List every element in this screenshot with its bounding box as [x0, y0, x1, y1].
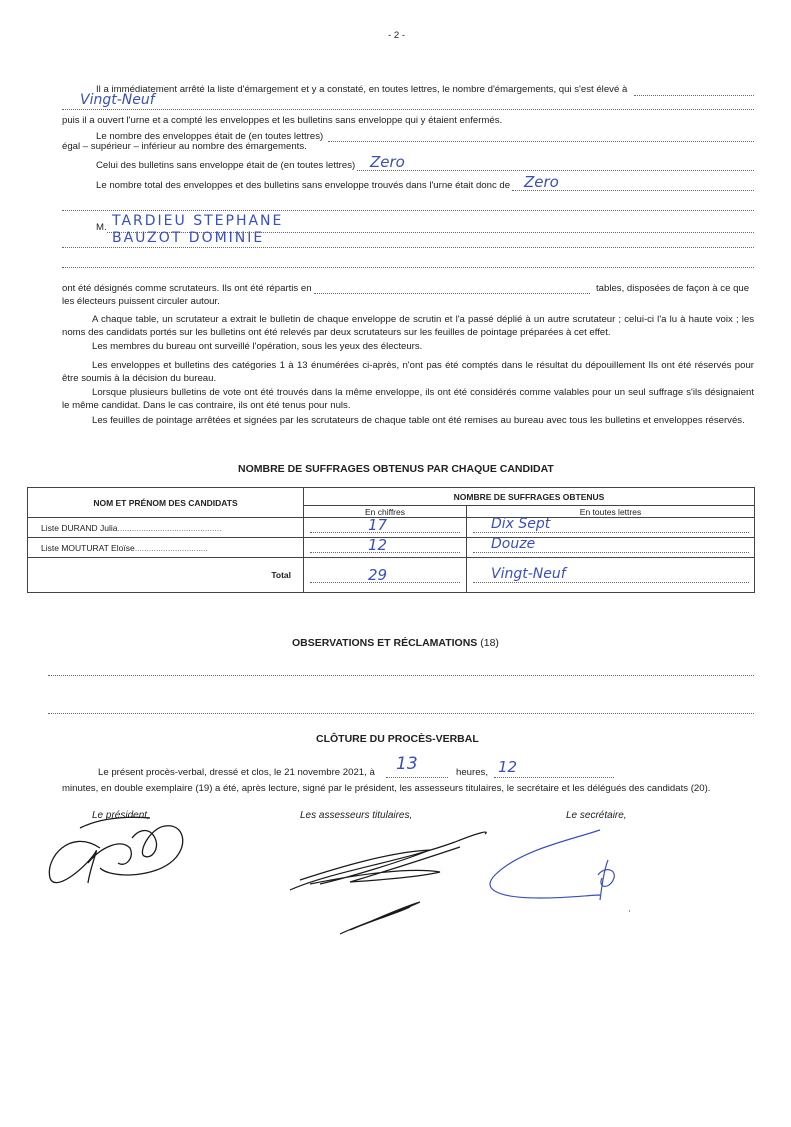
assesseurs-label: Les assesseurs titulaires,: [300, 810, 413, 821]
observations-note: (18): [480, 637, 499, 649]
cloture-text-b: heures,: [456, 767, 488, 778]
paragraph-surveillance: Les membres du bureau ont surveillé l'opération, sous les yeux des électeurs.: [92, 341, 423, 352]
dotted-line: [386, 777, 448, 778]
total-enveloppes-handwritten: Zero: [524, 173, 559, 191]
table-row: Liste MOUTURAT Eloïse............................... 12 Douze: [28, 538, 755, 558]
dotted-line: [328, 141, 754, 142]
emargement-text: Il a immédiatement arrêté la liste d'émargement et y a constaté, en toutes lettres, le nombre d'émargements, qui s'est élevé à: [96, 84, 628, 95]
designes-text-a: ont été désignés comme scrutateurs. Ils ont été répartis en: [62, 283, 312, 294]
suffrages-title: NOMBRE DE SUFFRAGES OBTENUS PAR CHAQUE CANDIDAT: [238, 463, 554, 475]
dotted-line: [494, 777, 614, 778]
total-chiffres: 29: [368, 566, 388, 584]
paragraph-reserves: Les enveloppes et bulletins des catégories 1 à 13 énumérées ci-après, n'ont pas été comptés dans le résultat du dépouillement Ils ont été réservés pour être soumis à la décision du bureau.: [62, 360, 754, 384]
secretaire-signature-image: [480, 820, 630, 920]
scrutateur-2-handwritten: BAUZOT DOMINIE: [112, 230, 265, 246]
cloture-text-c: minutes, en double exemplaire (19) a été, après lecture, signé par le président, les assesseurs titulaires, le secrétaire et les délégués des candidats (20).: [62, 783, 711, 794]
cloture-title: CLÔTURE DU PROCÈS-VERBAL: [316, 733, 479, 745]
col-header-chiffres: En chiffres: [304, 506, 467, 518]
heures-handwritten: 13: [396, 754, 418, 774]
table-row-total: [28, 558, 755, 593]
president-signature-image: [40, 808, 200, 898]
president-label: Le président,: [92, 810, 150, 821]
votes-lettres: Douze: [491, 536, 536, 552]
sans-enveloppe-handwritten: Zero: [370, 153, 405, 171]
col-header-lettres: En toutes lettres: [467, 506, 755, 518]
paragraph-depouillement: A chaque table, un scrutateur a extrait le bulletin de chaque enveloppe de scrutin et l'a passé déplié à un autre scrutateur ; celui-ci l'a lu à haute voix ; les noms des candidats portés sur les bulletins ont été relevés par deux scrutateurs sur les feuilles de pointage préparées à cet effet.: [62, 314, 754, 338]
dotted-line: [48, 713, 754, 714]
candidate-name: Liste DURAND Julia: [41, 522, 118, 533]
enveloppes-label: Le nombre des enveloppes était de (en toutes lettres): [96, 131, 324, 142]
suffrages-table: [27, 487, 755, 593]
dotted-line: [62, 247, 754, 248]
dotted-line: [634, 95, 754, 96]
dotted-line: [62, 267, 754, 268]
total-label: Total: [28, 558, 304, 593]
minutes-handwritten: 12: [498, 758, 518, 776]
total-lettres: Vingt-Neuf: [491, 566, 566, 582]
observations-title: OBSERVATIONS ET RÉCLAMATIONS: [292, 637, 478, 649]
col-header-names: NOM ET PRÉNOM DES CANDIDATS: [28, 488, 304, 518]
designes-text-c: les électeurs puissent circuler autour.: [62, 296, 220, 307]
dotted-line: [62, 210, 754, 211]
votes-chiffres: 12: [368, 536, 388, 554]
urne-text: puis il a ouvert l'urne et a compté les enveloppes et les bulletins sans enveloppe qui y étaient enfermés.: [62, 115, 503, 126]
dotted-line: [314, 293, 590, 294]
page-number: - 2 -: [388, 30, 406, 41]
scrutateur-1-handwritten: TARDIEU STEPHANE: [112, 213, 284, 229]
paragraph-bulletins-multiples: Lorsque plusieurs bulletins de vote ont été trouvés dans la même enveloppe, ils ont été considérés comme valables pour un seul suffrage s'ils désignaient le même candidat. Dans le cas contraire, ils ont été tenus pour nuls.: [62, 387, 754, 411]
votes-lettres: Dix Sept: [491, 516, 551, 532]
col-header-votes: NOMBRE DE SUFFRAGES OBTENUS: [304, 488, 755, 506]
egal-label: égal – supérieur – inférieur au nombre des émargements.: [62, 141, 307, 152]
sans-enveloppe-label: Celui des bulletins sans enveloppe était de (en toutes lettres): [96, 160, 356, 171]
designes-text-b: tables, disposées de façon à ce que: [596, 283, 750, 294]
votes-chiffres: 17: [368, 516, 388, 534]
cloture-text-a: Le présent procès-verbal, dressé et clos, le 21 novembre 2021, à: [98, 767, 375, 778]
dotted-line: [357, 170, 754, 171]
total-enveloppes-label: Le nombre total des enveloppes et des bulletins sans enveloppe trouvés dans l'urne était donc de: [96, 180, 511, 191]
dotted-line: [62, 109, 754, 110]
dotted-line: [48, 675, 754, 676]
paragraph-feuilles-pointage: Les feuilles de pointage arrêtées et signées par les scrutateurs de chaque table ont été remises au bureau avec tous les bulletins et enveloppes réservés.: [92, 415, 745, 426]
observations-heading: [292, 637, 499, 649]
m-label: M.: [96, 222, 107, 233]
emargements-handwritten: Vingt-Neuf: [80, 92, 155, 108]
candidate-name: Liste MOUTURAT Eloïse: [41, 542, 135, 553]
secretaire-label: Le secrétaire,: [566, 810, 627, 821]
assesseurs-signature-image: [280, 822, 500, 952]
table-row: Liste DURAND Julia............................................ 17 Dix Sept: [28, 518, 755, 538]
